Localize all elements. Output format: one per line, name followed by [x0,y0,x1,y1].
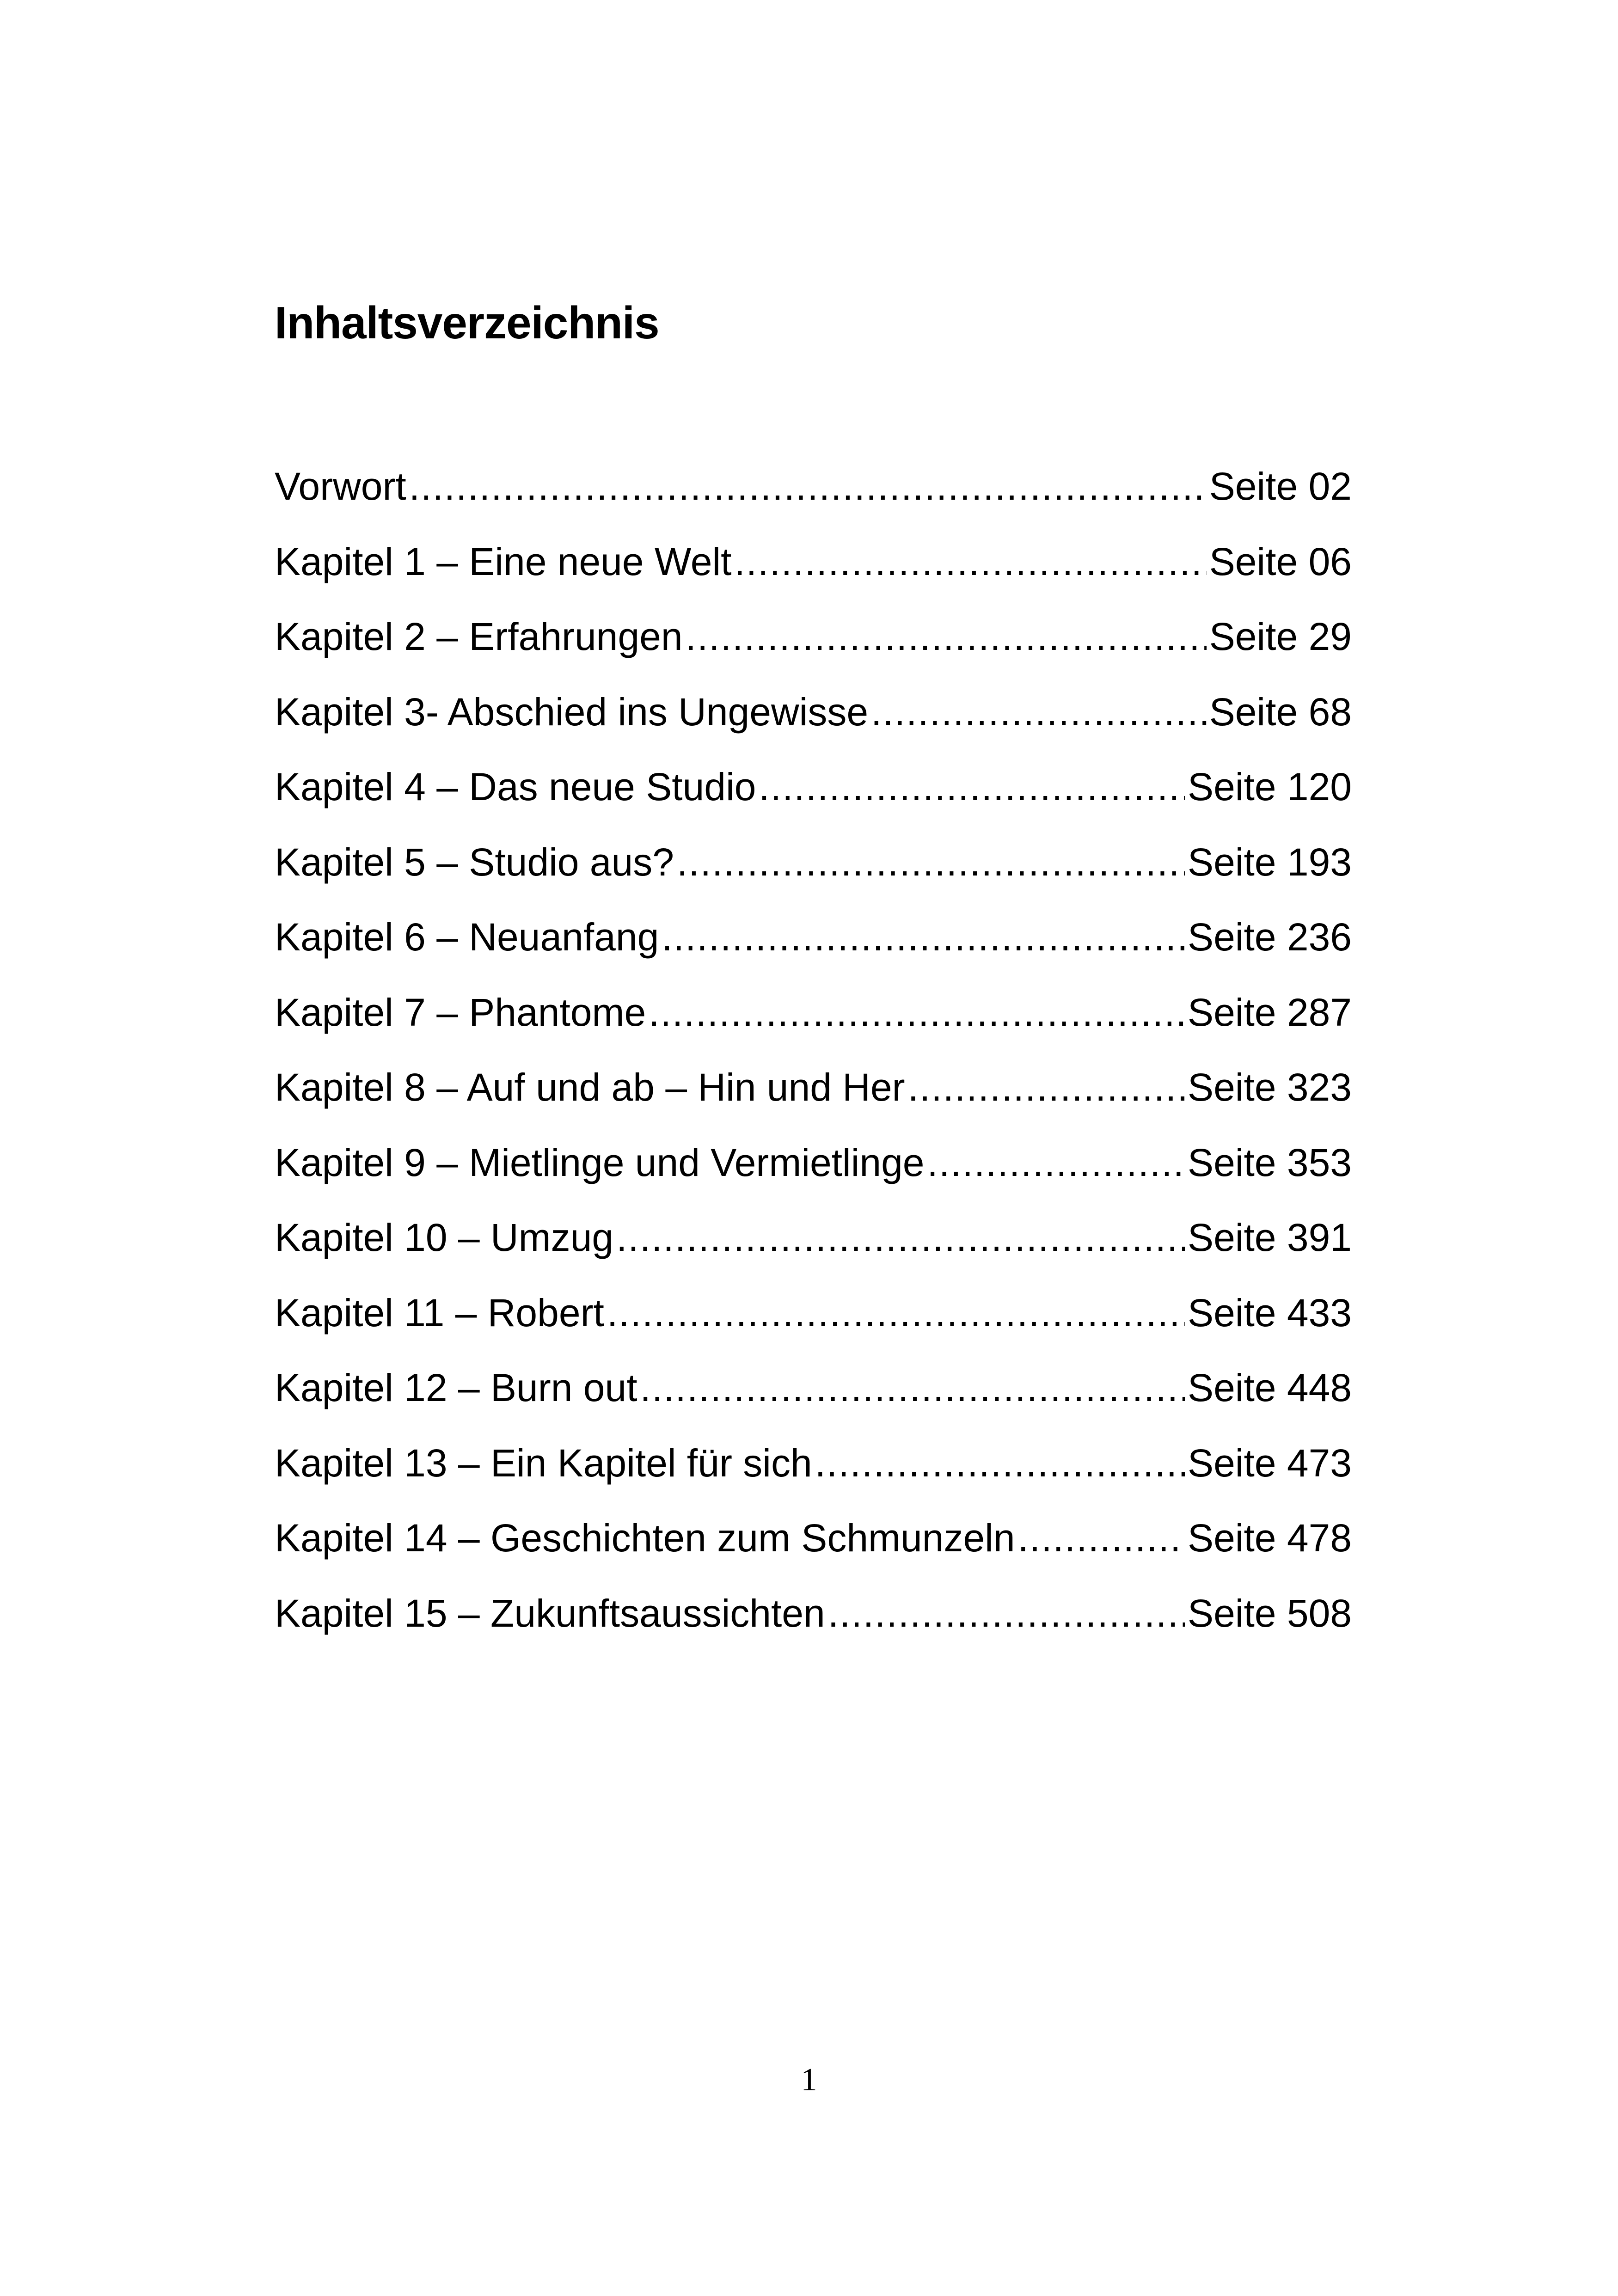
toc-entry-label: Kapitel 6 – Neuanfang [275,915,659,959]
toc-entry [275,915,1352,993]
toc-entry-page: Seite 02 [1209,465,1352,508]
toc-entry-page: Seite 323 [1188,1065,1352,1109]
toc-entry-label: Vorwort [275,465,406,508]
toc-entry [275,1368,1352,1444]
toc-leader-dots [607,1293,1185,1332]
toc-entry-label: Kapitel 4 – Das neue Studio [275,765,756,808]
toc-entry-page: Seite 120 [1188,765,1352,808]
toc-leader-dots [662,918,1185,956]
toc-entry [275,1441,1352,1519]
toc-entry [275,990,1352,1068]
toc-entry [275,617,1352,692]
toc-entry-label: Kapitel 11 – Robert [275,1291,604,1335]
toc-entry-label: Kapitel 15 – Zukunftsaussichten [275,1591,825,1635]
toc-entry-page: Seite 473 [1188,1441,1352,1485]
toc-leader-dots [759,767,1185,806]
toc-leader-dots [828,1594,1185,1633]
toc-entry [275,840,1352,918]
page-title: Inhaltsverzeichnis [275,297,659,348]
toc-entry [275,1518,1352,1594]
toc-entry [275,1591,1352,1669]
toc-leader-dots [640,1368,1185,1407]
toc-leader-dots [686,617,1207,656]
toc-entry-page: Seite 391 [1188,1216,1352,1259]
toc-entry-label: Kapitel 8 – Auf und ab – Hin und Her [275,1065,905,1109]
toc-entry-page: Seite 29 [1209,615,1352,658]
toc-leader-dots [908,1068,1185,1107]
toc-entry [275,1293,1352,1369]
toc-list [275,467,1352,1669]
toc-leader-dots [815,1444,1185,1482]
toc-leader-dots [616,1218,1185,1257]
toc-entry-label: Kapitel 14 – Geschichten zum Schmunzeln [275,1516,1015,1560]
toc-entry-label: Kapitel 9 – Mietlinge und Vermietlinge [275,1140,925,1184]
toc-entry-label: Kapitel 13 – Ein Kapitel für sich [275,1441,812,1485]
toc-entry-label: Kapitel 12 – Burn out [275,1366,637,1409]
toc-entry [275,539,1352,618]
toc-entry-label: Kapitel 3- Abschied ins Ungewisse [275,690,869,734]
toc-entry-page: Seite 353 [1188,1140,1352,1184]
toc-entry [275,1065,1352,1143]
toc-entry [275,692,1352,768]
toc-entry-label: Kapitel 10 – Umzug [275,1216,614,1259]
toc-entry-label: Kapitel 1 – Eine neue Welt [275,539,732,583]
toc-entry [275,767,1352,843]
toc-entry [275,467,1352,542]
page-number: 1 [801,2062,817,2098]
toc-entry [275,1218,1352,1293]
toc-entry-page: Seite 236 [1188,915,1352,959]
toc-leader-dots [677,843,1185,882]
toc-leader-dots [649,993,1185,1032]
toc-leader-dots [927,1143,1185,1182]
toc-entry-page: Seite 433 [1188,1291,1352,1335]
toc-entry-page: Seite 06 [1209,539,1352,583]
toc-entry [275,1140,1352,1218]
toc-entry-page: Seite 448 [1188,1366,1352,1409]
toc-entry-page: Seite 508 [1188,1591,1352,1635]
toc-entry-page: Seite 478 [1188,1516,1352,1560]
toc-entry-label: Kapitel 7 – Phantome [275,990,646,1034]
toc-entry-page: Seite 68 [1209,690,1352,734]
toc-entry-page: Seite 287 [1188,990,1352,1034]
toc-leader-dots [734,542,1206,581]
toc-entry-label: Kapitel 2 – Erfahrungen [275,615,683,658]
toc-leader-dots [871,692,1207,731]
toc-entry-label: Kapitel 5 – Studio aus? [275,840,674,884]
toc-leader-dots [1018,1518,1185,1557]
toc-leader-dots [409,467,1207,506]
toc-entry-page: Seite 193 [1188,840,1352,884]
